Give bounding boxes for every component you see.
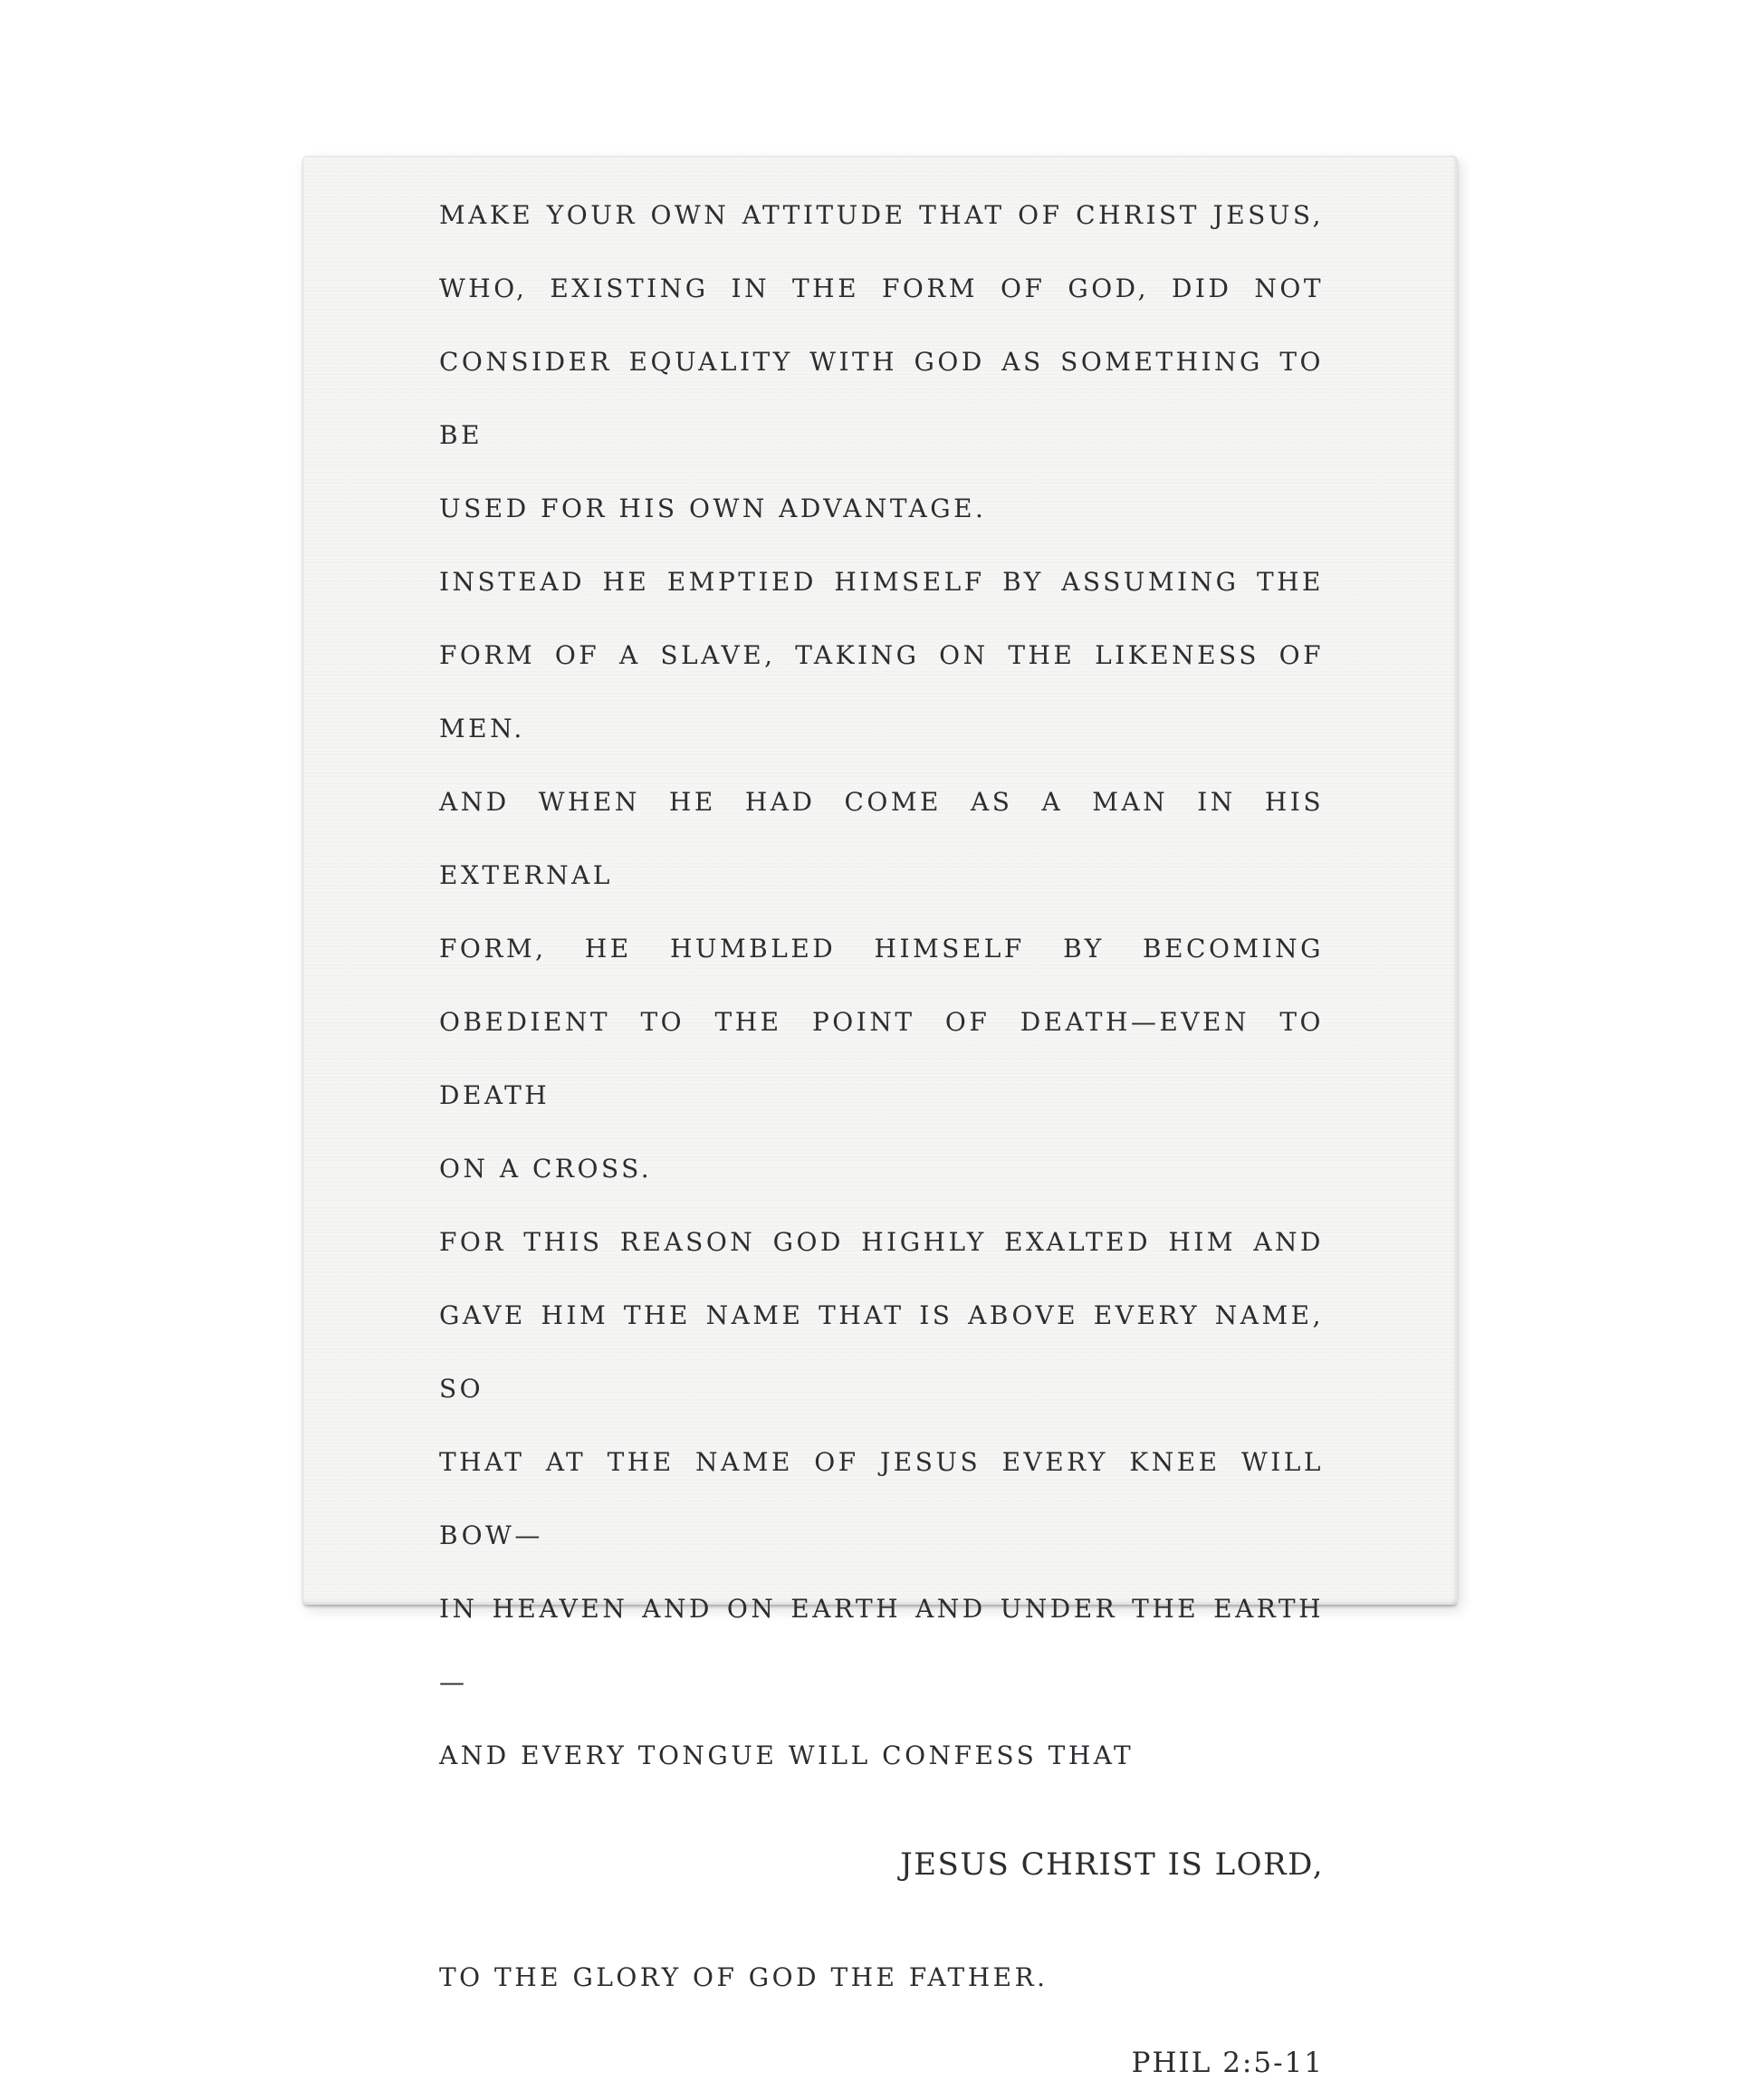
verse-body [439,178,1324,1792]
verse-line: AND EVERY TONGUE WILL CONFESS THAT [439,1740,1135,1770]
verse-line: OBEDIENT TO THE POINT OF DEATH—EVEN TO DEATH [439,1007,1324,1110]
verse-line: IN HEAVEN AND ON EARTH AND UNDER THE EARTH— [439,1594,1324,1697]
verse-line: WHO, EXISTING IN THE FORM OF GOD, DID NOT [439,273,1324,303]
verse-line: GAVE HIM THE NAME THAT IS ABOVE EVERY NAME, SO [439,1300,1324,1404]
verse-line: MAKE YOUR OWN ATTITUDE THAT OF CHRIST JESUS, [439,200,1324,230]
verse-line: CONSIDER EQUALITY WITH GOD AS SOMETHING TO BE [439,347,1324,450]
lord-declaration-line: JESUS CHRIST IS LORD, [900,1846,1324,1883]
verse-reference: PHIL 2:5-11 [1131,2047,1324,2079]
verse-line: FORM OF A SLAVE, TAKING ON THE LIKENESS OF MEN. [439,640,1324,743]
verse-line: FOR THIS REASON GOD HIGHLY EXALTED HIM AND [439,1227,1324,1257]
verse-line: FORM, HE HUMBLED HIMSELF BY BECOMING [439,934,1324,964]
verse-line: INSTEAD HE EMPTIED HIMSELF BY ASSUMING THE [439,567,1324,597]
verse-line: USED FOR HIS OWN ADVANTAGE. [439,494,987,523]
glory-closing-line: TO THE GLORY OF GOD THE FATHER. [439,1962,1049,1992]
canvas-print [302,156,1458,2079]
verse-text [439,178,1324,2100]
verse-line: AND WHEN HE HAD COME AS A MAN IN HIS EXTERNAL [439,787,1324,890]
verse-line: ON A CROSS. [439,1154,653,1184]
verse-line: THAT AT THE NAME OF JESUS EVERY KNEE WILL BOW— [439,1447,1324,1550]
